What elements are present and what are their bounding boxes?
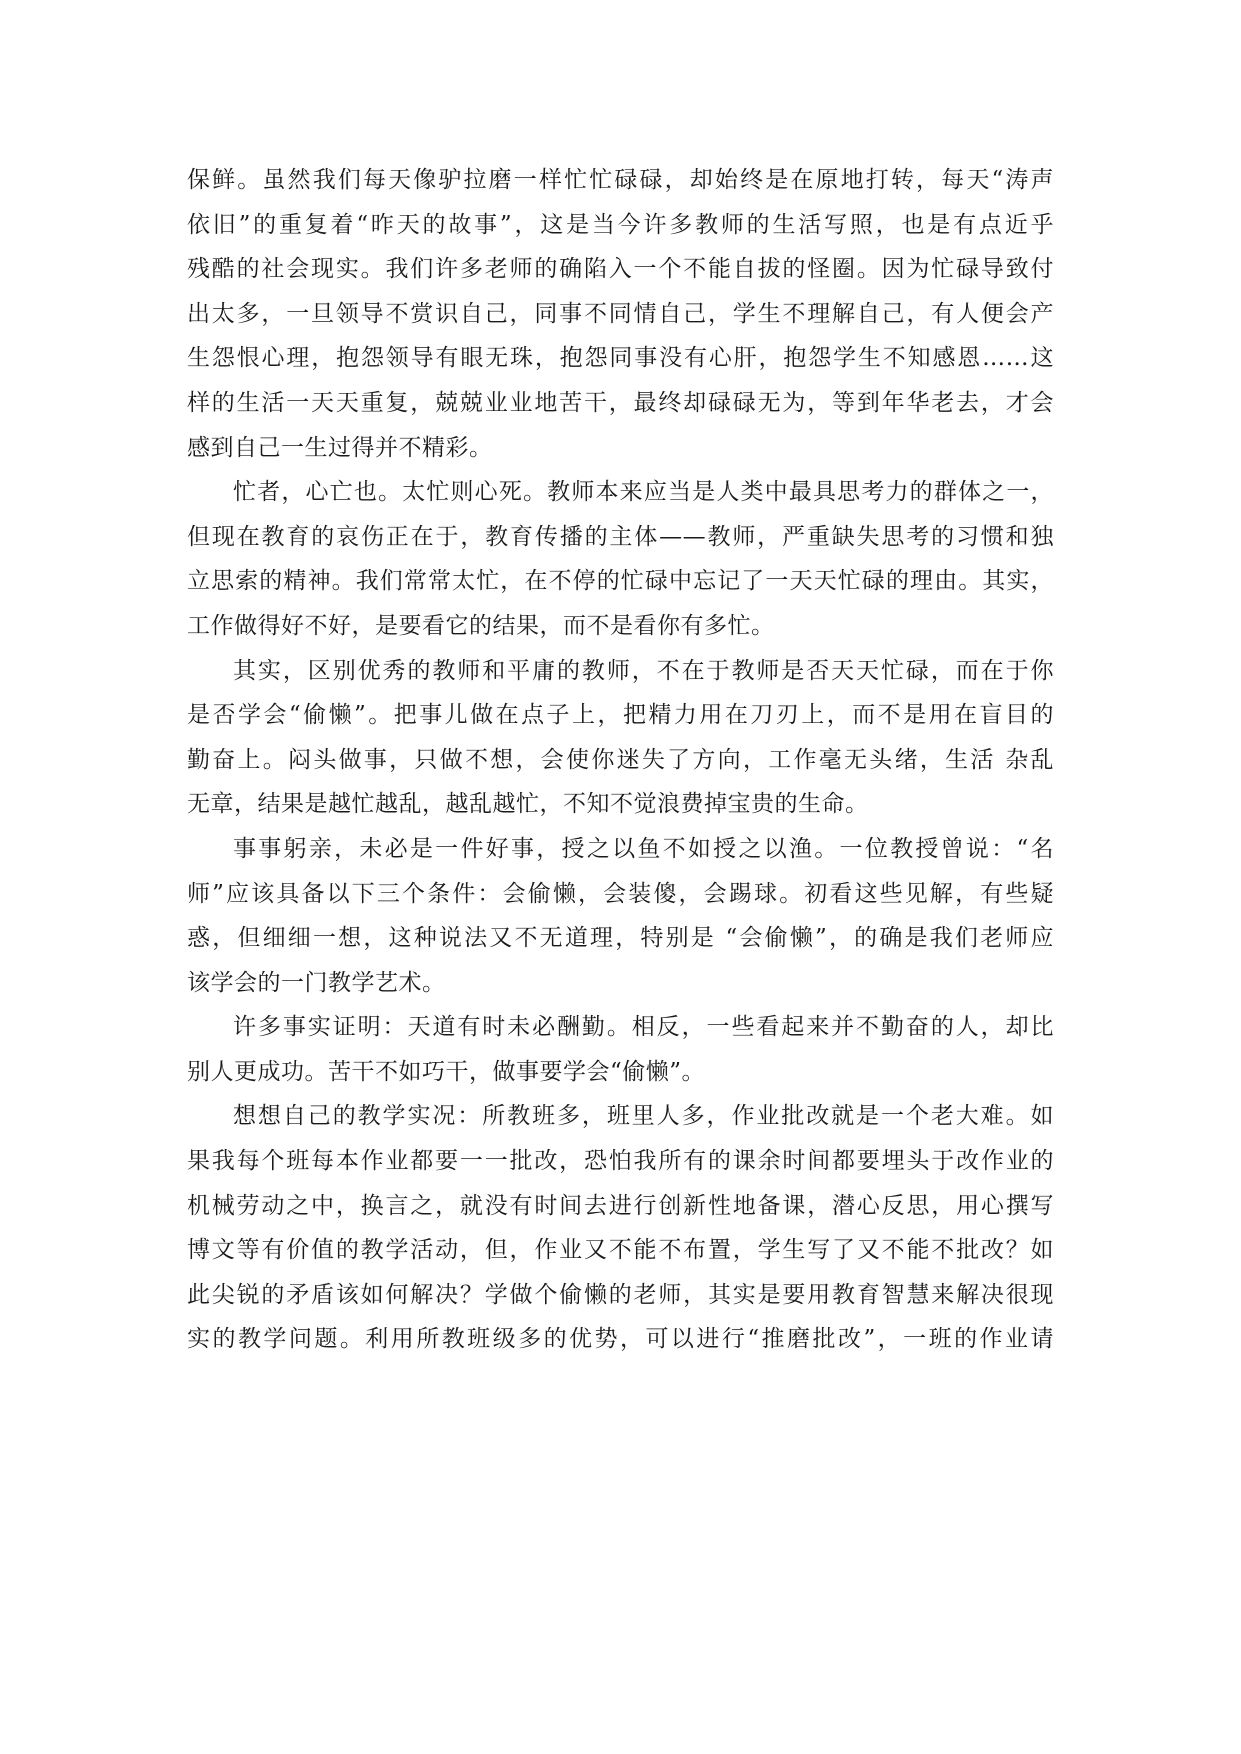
text-line: 感到自己一生过得并不精彩。 [187, 434, 493, 461]
text-line: 出太多，一旦领导不赏识自己，同事不同情自己，学生不理解自己，有人便会产 [187, 300, 1054, 327]
text-line: 许多事实证明：天道有时未必酬勤。相反，一些看起来并不勤奋的人，却比 [233, 1014, 1054, 1041]
text-line: 忙者，心亡也。太忙则心死。教师本来应当是人类中最具思考力的群体之一， [233, 479, 1054, 506]
text-line: 勤奋上。闷头做事，只做不想，会使你迷失了方向，工作毫无头绪，生活 杂乱 [187, 746, 1054, 773]
document-body [187, 158, 1054, 1362]
text-line: 机械劳动之中，换言之，就没有时间去进行创新性地备课，潜心反思，用心撰写 [187, 1192, 1054, 1219]
text-line: 保鲜。虽然我们每天像驴拉磨一样忙忙碌碌，却始终是在原地打转，每天“涛声 [187, 167, 1054, 193]
text-line: 是否学会“偷懒”。把事儿做在点子上，把精力用在刀刃上，而不是用在盲目的 [187, 702, 1054, 729]
text-line: 工作做得好不好，是要看它的结果，而不是看你有多忙。 [187, 612, 775, 639]
text-line: 事事躬亲，未必是一件好事，授之以鱼不如授之以渔。一位教授曾说：“名 [233, 835, 1054, 862]
text-line: 别人更成功。苦干不如巧干，做事要学会“偷懒”。 [187, 1058, 706, 1085]
text-line: 其实，区别优秀的教师和平庸的教师，不在于教师是否天天忙碌，而在于你 [233, 657, 1054, 684]
text-line: 样的生活一天天重复，兢兢业业地苦干，最终却碌碌无为，等到年华老去，才会 [187, 389, 1054, 416]
text-line: 无章，结果是越忙越乱，越乱越忙，不知不觉浪费掉宝贵的生命。 [187, 791, 869, 818]
text-line: 惑，但细细一想，这种说法又不无道理，特别是 “会偷懒”，的确是我们老师应 [187, 925, 1054, 952]
text-line: 生怨恨心理，抱怨领导有眼无珠，抱怨同事没有心肝，抱怨学生不知感恩……这 [187, 345, 1054, 372]
text-line: 但现在教育的哀伤正在于，教育传播的主体——教师，严重缺失思考的习惯和独 [187, 523, 1054, 550]
text-line: 实的教学问题。利用所教班级多的优势，可以进行“推磨批改”，一班的作业请 [187, 1326, 1054, 1353]
text-line: 师”应该具备以下三个条件：会偷懒，会装傻，会踢球。初看这些见解，有些疑 [187, 880, 1054, 907]
text-line: 依旧”的重复着“昨天的故事”，这是当今许多教师的生活写照，也是有点近乎 [187, 211, 1054, 238]
text-line: 博文等有价值的教学活动，但，作业又不能不布置，学生写了又不能不批改？如 [187, 1237, 1054, 1264]
text-line: 残酷的社会现实。我们许多老师的确陷入一个不能自拔的怪圈。因为忙碌导致付 [187, 256, 1054, 283]
text-line: 此尖锐的矛盾该如何解决？学做个偷懒的老师，其实是要用教育智慧来解决很现 [187, 1281, 1054, 1308]
text-line: 果我每个班每本作业都要一一批改，恐怕我所有的课余时间都要埋头于改作业的 [187, 1148, 1054, 1175]
text-line: 立思索的精神。我们常常太忙，在不停的忙碌中忘记了一天天忙碌的理由。其实， [187, 568, 1054, 595]
text-line: 想想自己的教学实况：所教班多，班里人多，作业批改就是一个老大难。如 [233, 1103, 1054, 1130]
text-line: 该学会的一门教学艺术。 [187, 969, 446, 996]
